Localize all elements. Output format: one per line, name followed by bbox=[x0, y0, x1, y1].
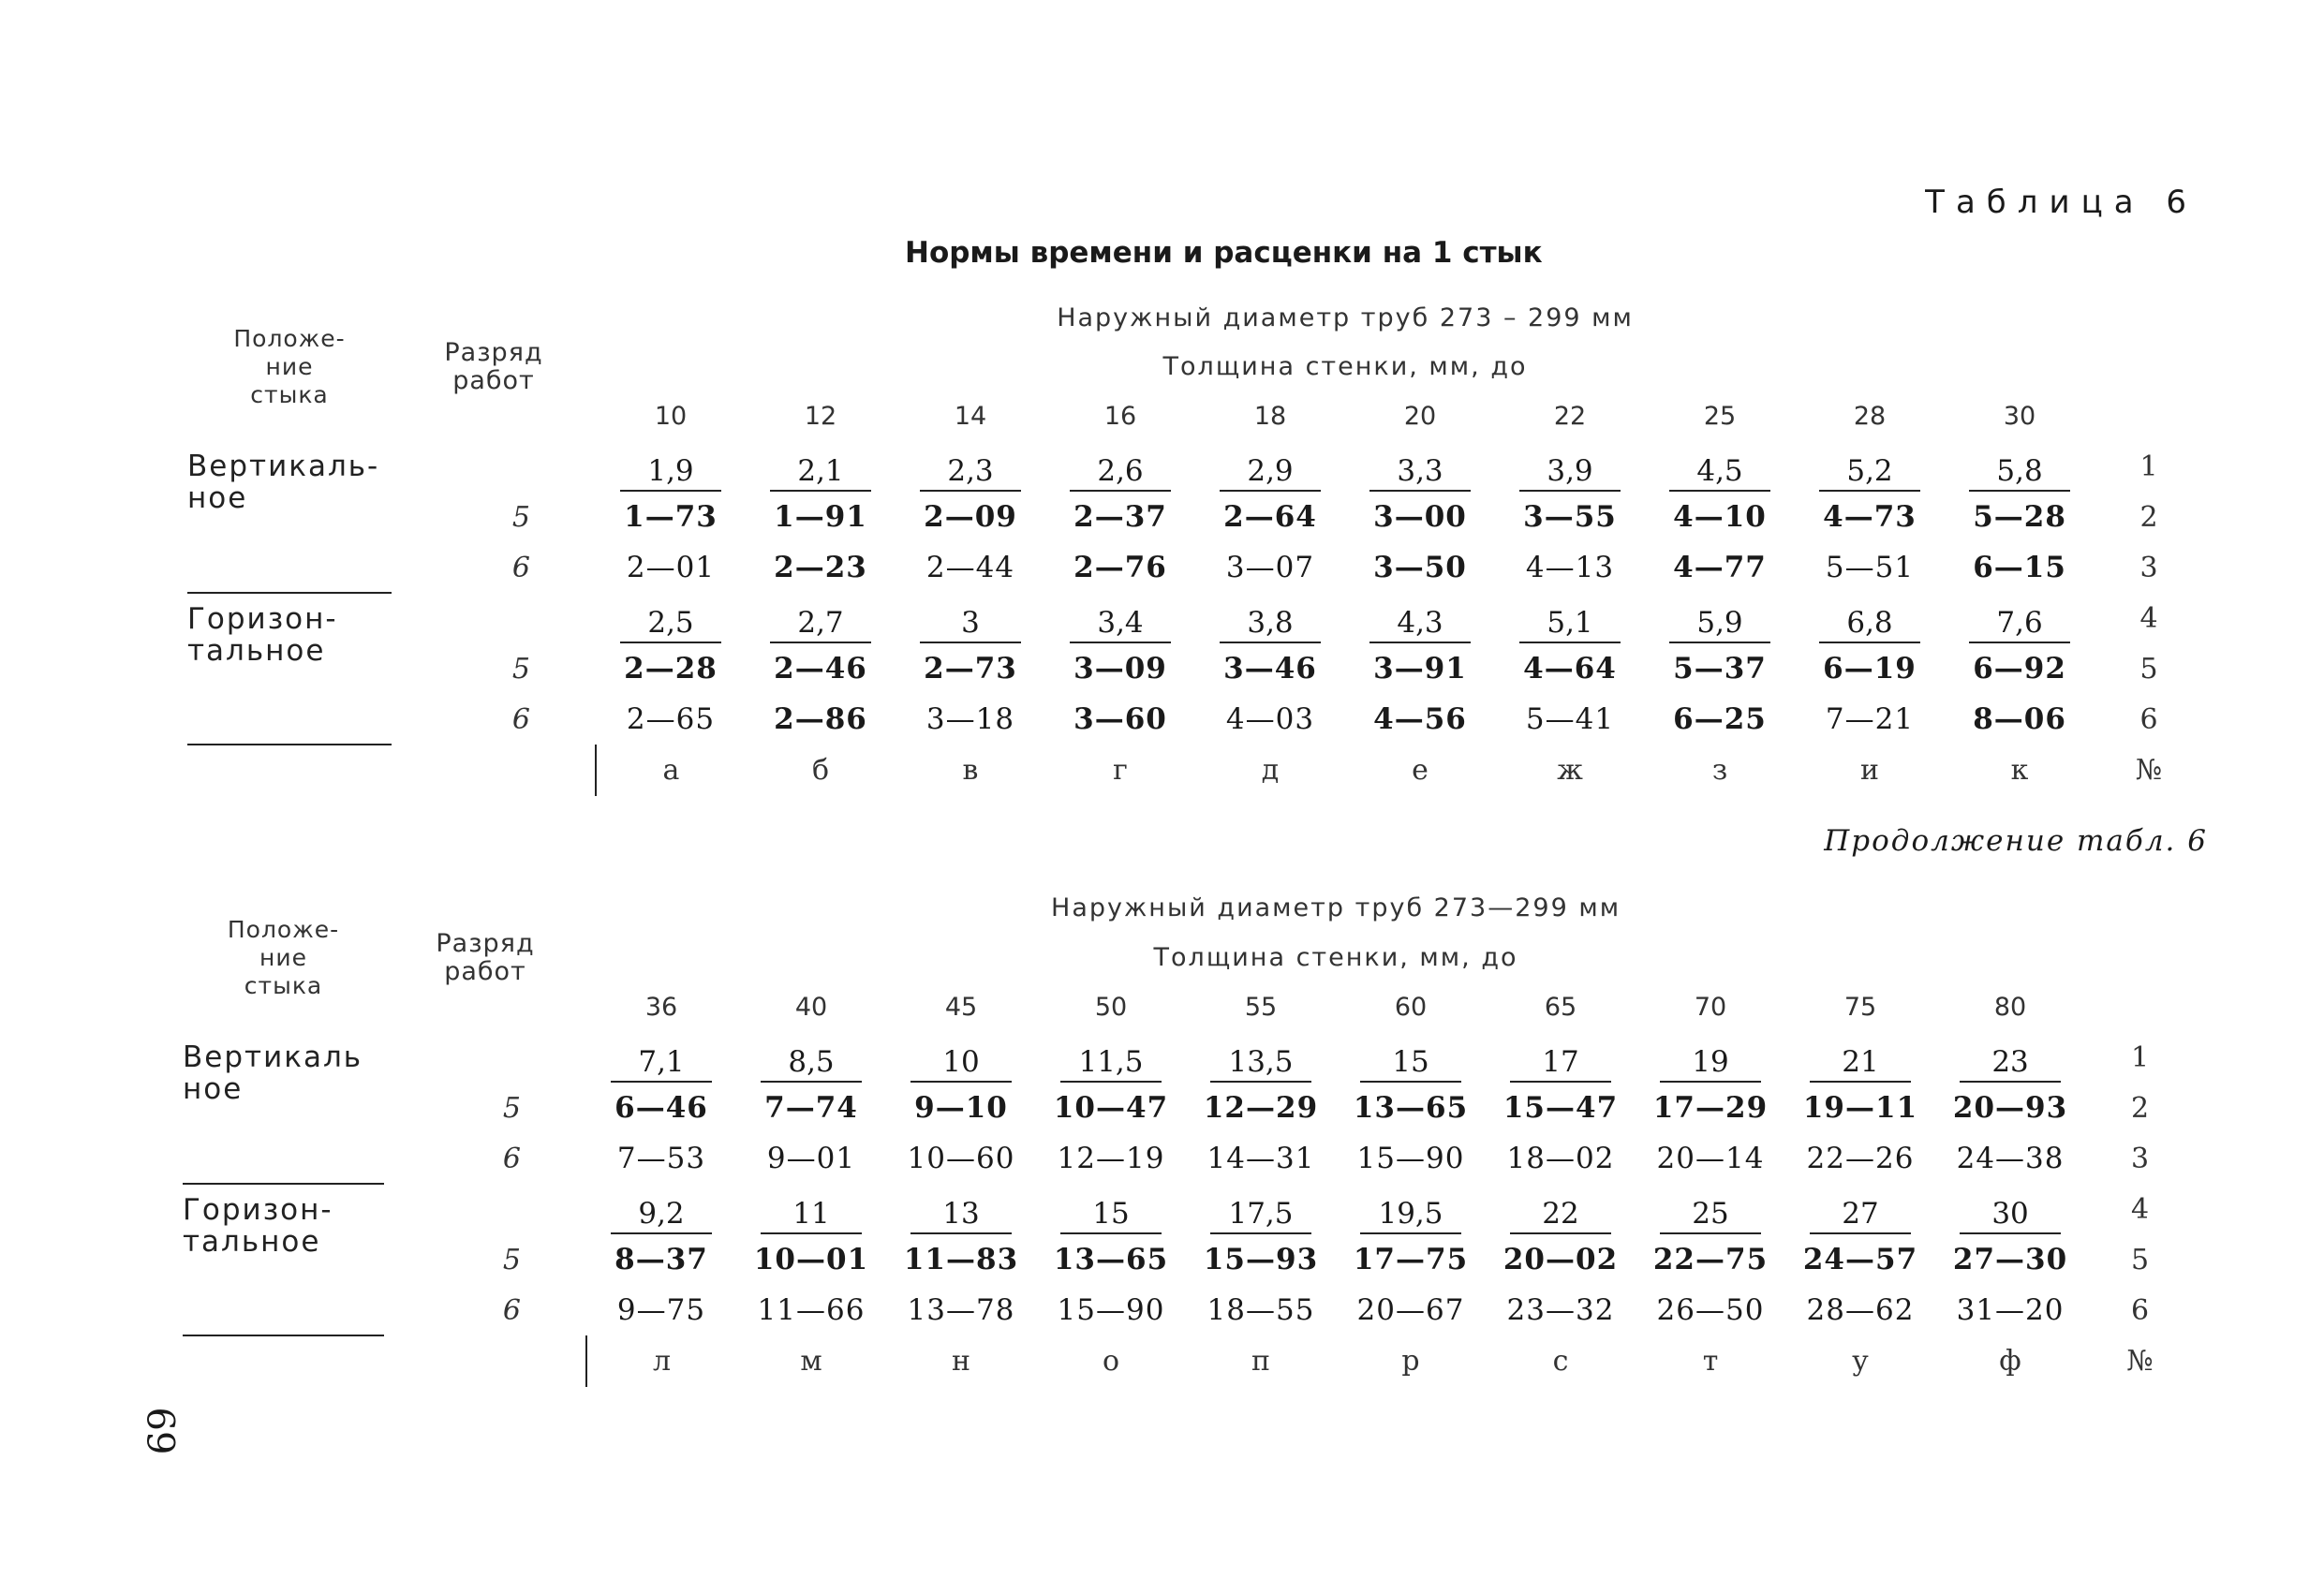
time-norm-value: 3,4 bbox=[1070, 606, 1171, 643]
rate-cell: 8—37 bbox=[614, 1243, 708, 1276]
time-norm-value: 2,1 bbox=[770, 454, 871, 492]
time-norm-cell bbox=[1186, 1032, 1336, 1083]
rate-cell: 5—41 bbox=[1525, 702, 1615, 736]
table-row bbox=[187, 694, 2203, 745]
table-row bbox=[183, 1234, 2195, 1285]
rate-cell: 19—11 bbox=[1802, 1091, 1918, 1125]
time-norm-value: 19,5 bbox=[1360, 1197, 1461, 1234]
header-grade: Разряд работ bbox=[444, 338, 543, 395]
rate-cell: 13—65 bbox=[1353, 1091, 1469, 1125]
thickness-column: 36 bbox=[644, 993, 678, 1022]
time-norm-cell bbox=[1036, 1032, 1186, 1083]
time-norm-cell bbox=[746, 441, 896, 492]
table-title-text: Нормы времени и расценки на 1 стык bbox=[905, 236, 1543, 270]
rate-cell: 18—02 bbox=[1506, 1142, 1615, 1175]
time-norm-value: 5,2 bbox=[1819, 454, 1920, 492]
time-norm-cell bbox=[596, 441, 746, 492]
rate-cell: 2—28 bbox=[624, 652, 718, 686]
time-norm-value: 4,3 bbox=[1369, 606, 1471, 643]
rate-cell: 10—47 bbox=[1053, 1091, 1169, 1125]
time-norm-cell bbox=[1345, 441, 1495, 492]
table-row bbox=[187, 542, 2203, 593]
time-norm-value: 3,9 bbox=[1519, 454, 1621, 492]
time-norm-cell bbox=[1935, 1032, 2085, 1083]
letters-blank bbox=[187, 745, 596, 796]
header-grade: Разряд работ bbox=[436, 928, 535, 986]
rate-cell: 2—73 bbox=[924, 652, 1017, 686]
rate-cell: 4—03 bbox=[1225, 702, 1315, 736]
time-norm-value: 3 bbox=[920, 606, 1021, 643]
thickness-column: 22 bbox=[1553, 402, 1587, 431]
grade-cell: 6 bbox=[502, 1142, 521, 1175]
column-letter: с bbox=[1552, 1345, 1569, 1378]
rate-cell: 3—50 bbox=[1373, 551, 1467, 584]
row-number: 1 bbox=[2131, 1040, 2150, 1074]
letters-blank bbox=[183, 1335, 586, 1387]
time-norm-value: 5,9 bbox=[1669, 606, 1770, 643]
table-row bbox=[187, 492, 2203, 542]
column-letter: у bbox=[1852, 1345, 1869, 1378]
time-norm-value: 7,1 bbox=[611, 1045, 712, 1083]
time-norm-value: 23 bbox=[1960, 1045, 2061, 1083]
thickness-column: 12 bbox=[804, 402, 837, 431]
row-number: 5 bbox=[2139, 652, 2158, 686]
time-norm-cell bbox=[1645, 441, 1795, 492]
grade-cell bbox=[392, 593, 596, 643]
grade-cell bbox=[392, 441, 596, 492]
thickness-column: 14 bbox=[954, 402, 987, 431]
column-letter: т bbox=[1702, 1345, 1719, 1378]
norms-table-1 bbox=[187, 293, 2203, 796]
time-norm-value: 1,9 bbox=[620, 454, 721, 492]
time-norm-cell bbox=[1186, 1184, 1336, 1234]
time-norm-value: 27 bbox=[1810, 1197, 1911, 1234]
rate-cell: 4—77 bbox=[1673, 551, 1767, 584]
time-norm-value: 2,3 bbox=[920, 454, 1021, 492]
time-norm-value: 25 bbox=[1660, 1197, 1761, 1234]
time-norm-cell bbox=[896, 593, 1045, 643]
grade-cell: 6 bbox=[502, 1293, 521, 1327]
rate-cell: 2—09 bbox=[924, 500, 1017, 534]
thickness-column: 20 bbox=[1403, 402, 1437, 431]
header-position: Положе- ние стыка bbox=[227, 915, 340, 999]
time-norm-value: 2,6 bbox=[1070, 454, 1171, 492]
page-number: 69 bbox=[138, 1407, 182, 1455]
rate-cell: 4—64 bbox=[1523, 652, 1617, 686]
column-letter: н bbox=[952, 1345, 970, 1378]
grade-cell: 5 bbox=[511, 500, 530, 534]
column-letters-row bbox=[183, 1335, 2195, 1387]
rate-cell: 13—65 bbox=[1053, 1243, 1169, 1276]
column-letters-row bbox=[187, 745, 2203, 796]
grade-cell: 6 bbox=[511, 702, 530, 736]
thickness-column: 60 bbox=[1394, 993, 1428, 1022]
time-norm-value: 9,2 bbox=[611, 1197, 712, 1234]
row-number: 1 bbox=[2139, 450, 2158, 483]
rate-cell: 3—46 bbox=[1223, 652, 1317, 686]
column-letter: г bbox=[1113, 754, 1128, 787]
header-position: Положе- ние стыка bbox=[233, 325, 346, 408]
time-norm-value: 10 bbox=[910, 1045, 1012, 1083]
column-letter: и bbox=[1860, 754, 1879, 787]
rate-cell: 3—60 bbox=[1073, 702, 1167, 736]
rate-cell: 3—09 bbox=[1073, 652, 1167, 686]
header-row bbox=[187, 293, 2203, 342]
time-norm-cell bbox=[1636, 1032, 1785, 1083]
time-norm-value: 13,5 bbox=[1210, 1045, 1311, 1083]
time-norm-cell bbox=[1945, 593, 2095, 643]
rate-cell: 6—46 bbox=[614, 1091, 708, 1125]
header-row bbox=[183, 883, 2195, 933]
time-norm-cell bbox=[1195, 441, 1345, 492]
rate-cell: 7—74 bbox=[764, 1091, 858, 1125]
row-number: 4 bbox=[2131, 1192, 2150, 1226]
rate-cell: 12—19 bbox=[1057, 1142, 1165, 1175]
column-letter: о bbox=[1102, 1345, 1120, 1378]
rate-cell: 6—19 bbox=[1823, 652, 1917, 686]
row-number: 6 bbox=[2139, 702, 2158, 736]
rate-cell: 6—25 bbox=[1673, 702, 1767, 736]
rate-cell: 12—29 bbox=[1203, 1091, 1319, 1125]
time-norm-value: 3,8 bbox=[1220, 606, 1321, 643]
time-norm-value: 7,6 bbox=[1969, 606, 2070, 643]
column-letter: е bbox=[1412, 754, 1428, 787]
time-norm-cell bbox=[1045, 441, 1195, 492]
header-number-blank bbox=[2095, 293, 2203, 441]
row-number: 2 bbox=[2139, 500, 2158, 534]
rate-cell: 22—26 bbox=[1806, 1142, 1915, 1175]
table-row bbox=[187, 643, 2203, 694]
thickness-column: 75 bbox=[1843, 993, 1877, 1022]
rate-cell: 1—91 bbox=[774, 500, 867, 534]
column-letter: ж bbox=[1557, 754, 1583, 787]
rate-cell: 5—51 bbox=[1825, 551, 1915, 584]
thickness-column: 30 bbox=[2003, 402, 2036, 431]
time-norm-cell bbox=[886, 1184, 1036, 1234]
column-letter: л bbox=[586, 1335, 736, 1387]
thickness-column: 50 bbox=[1094, 993, 1128, 1022]
time-norm-cell bbox=[746, 593, 896, 643]
table-row bbox=[187, 441, 2203, 492]
grade-cell bbox=[384, 1184, 586, 1234]
thickness-column: 80 bbox=[1993, 993, 2027, 1022]
time-norm-value: 21 bbox=[1810, 1045, 1911, 1083]
time-norm-cell bbox=[736, 1032, 886, 1083]
time-norm-cell bbox=[1345, 593, 1495, 643]
column-letter: а bbox=[596, 745, 746, 796]
time-norm-value: 19 bbox=[1660, 1045, 1761, 1083]
time-norm-value: 11 bbox=[761, 1197, 862, 1234]
rate-cell: 15—90 bbox=[1057, 1293, 1165, 1327]
time-norm-value: 8,5 bbox=[761, 1045, 862, 1083]
rate-cell: 5—37 bbox=[1673, 652, 1767, 686]
column-letter: к bbox=[2010, 754, 2029, 787]
rate-cell: 10—60 bbox=[907, 1142, 1015, 1175]
rate-cell: 17—29 bbox=[1652, 1091, 1769, 1125]
time-norm-cell bbox=[1935, 1184, 2085, 1234]
thickness-column: 28 bbox=[1853, 402, 1887, 431]
rate-cell: 20—02 bbox=[1502, 1243, 1619, 1276]
rate-cell: 20—93 bbox=[1952, 1091, 2068, 1125]
rate-cell: 8—06 bbox=[1973, 702, 2066, 736]
grade-cell bbox=[384, 1032, 586, 1083]
rate-cell: 7—21 bbox=[1825, 702, 1915, 736]
rate-cell: 2—86 bbox=[774, 702, 867, 736]
row-number: 3 bbox=[2139, 551, 2158, 584]
column-letter: м bbox=[800, 1345, 822, 1378]
rate-cell: 2—64 bbox=[1223, 500, 1317, 534]
header-diameter: Наружный диаметр труб 273—299 мм bbox=[1051, 893, 1621, 922]
rate-cell: 20—14 bbox=[1656, 1142, 1765, 1175]
thickness-column: 18 bbox=[1253, 402, 1287, 431]
time-norm-cell bbox=[586, 1184, 736, 1234]
thickness-column: 25 bbox=[1703, 402, 1737, 431]
time-norm-cell bbox=[1495, 441, 1645, 492]
time-norm-value: 2,7 bbox=[770, 606, 871, 643]
grade-cell: 5 bbox=[502, 1091, 521, 1125]
column-letter: п bbox=[1251, 1345, 1270, 1378]
time-norm-cell bbox=[1795, 441, 1945, 492]
time-norm-cell bbox=[1945, 441, 2095, 492]
rate-cell: 13—78 bbox=[907, 1293, 1015, 1327]
rate-cell: 4—56 bbox=[1373, 702, 1467, 736]
time-norm-cell bbox=[1036, 1184, 1186, 1234]
rate-cell: 5—28 bbox=[1973, 500, 2066, 534]
column-letter: з bbox=[1711, 754, 1728, 787]
continuation-label: Продолжение табл. 6 bbox=[1824, 824, 2208, 858]
time-norm-cell bbox=[586, 1032, 736, 1083]
table-row bbox=[183, 1184, 2195, 1234]
rate-cell: 9—10 bbox=[914, 1091, 1008, 1125]
joint-position: Горизон- тальное bbox=[183, 1184, 384, 1335]
time-norm-value: 4,5 bbox=[1669, 454, 1770, 492]
time-norm-value: 5,8 bbox=[1969, 454, 2070, 492]
rate-cell: 7—53 bbox=[616, 1142, 706, 1175]
row-number: 6 bbox=[2131, 1293, 2150, 1327]
time-norm-cell bbox=[1636, 1184, 1785, 1234]
rate-cell: 3—55 bbox=[1523, 500, 1617, 534]
rate-cell: 2—01 bbox=[626, 551, 716, 584]
rate-cell: 24—57 bbox=[1802, 1243, 1918, 1276]
time-norm-value: 17,5 bbox=[1210, 1197, 1311, 1234]
time-norm-cell bbox=[1336, 1184, 1486, 1234]
time-norm-value: 30 bbox=[1960, 1197, 2061, 1234]
time-norm-value: 6,8 bbox=[1819, 606, 1920, 643]
thickness-column: 70 bbox=[1694, 993, 1727, 1022]
time-norm-value: 15 bbox=[1060, 1197, 1162, 1234]
rate-cell: 14—31 bbox=[1206, 1142, 1315, 1175]
time-norm-cell bbox=[1795, 593, 1945, 643]
time-norm-cell bbox=[736, 1184, 886, 1234]
rate-cell: 31—20 bbox=[1956, 1293, 2065, 1327]
number-sign: № bbox=[2126, 1345, 2154, 1378]
column-letter: в bbox=[962, 754, 979, 787]
time-norm-value: 11,5 bbox=[1060, 1045, 1162, 1083]
rate-cell: 11—83 bbox=[903, 1243, 1019, 1276]
rate-cell: 4—13 bbox=[1525, 551, 1615, 584]
rate-cell: 1—73 bbox=[624, 500, 718, 534]
rate-cell: 20—67 bbox=[1356, 1293, 1465, 1327]
thickness-column: 40 bbox=[794, 993, 828, 1022]
rate-cell: 10—01 bbox=[753, 1243, 869, 1276]
rate-cell: 2—65 bbox=[626, 702, 716, 736]
joint-position: Горизон- тальное bbox=[187, 593, 392, 745]
rate-cell: 22—75 bbox=[1652, 1243, 1769, 1276]
header-number-blank bbox=[2085, 883, 2195, 1032]
row-number: 3 bbox=[2131, 1142, 2150, 1175]
rate-cell: 11—66 bbox=[757, 1293, 866, 1327]
rate-cell: 4—10 bbox=[1673, 500, 1767, 534]
table-row bbox=[183, 1285, 2195, 1335]
time-norm-value: 15 bbox=[1360, 1045, 1461, 1083]
number-sign: № bbox=[2135, 754, 2163, 787]
header-diameter: Наружный диаметр труб 273 – 299 мм bbox=[1057, 302, 1634, 332]
table-row bbox=[183, 1133, 2195, 1184]
header-thickness: Толщина стенки, мм, до bbox=[1153, 943, 1518, 972]
grade-cell: 5 bbox=[502, 1243, 521, 1276]
thickness-column: 55 bbox=[1244, 993, 1278, 1022]
rate-cell: 6—92 bbox=[1973, 652, 2066, 686]
rate-cell: 2—37 bbox=[1073, 500, 1167, 534]
time-norm-value: 2,5 bbox=[620, 606, 721, 643]
thickness-column: 65 bbox=[1544, 993, 1577, 1022]
rate-cell: 3—07 bbox=[1225, 551, 1315, 584]
time-norm-value: 17 bbox=[1510, 1045, 1611, 1083]
table-row bbox=[183, 1032, 2195, 1083]
column-letter: д bbox=[1261, 754, 1280, 787]
joint-position: Вертикаль- ное bbox=[187, 441, 392, 593]
time-norm-value: 13 bbox=[910, 1197, 1012, 1234]
rate-cell: 28—62 bbox=[1806, 1293, 1915, 1327]
time-norm-value: 22 bbox=[1510, 1197, 1611, 1234]
time-norm-cell bbox=[886, 1032, 1036, 1083]
thickness-column: 45 bbox=[944, 993, 978, 1022]
thickness-column: 16 bbox=[1103, 402, 1137, 431]
column-letter: б bbox=[811, 754, 830, 787]
joint-position: Вертикаль ное bbox=[183, 1032, 384, 1184]
header-thickness: Толщина стенки, мм, до bbox=[1162, 352, 1528, 381]
time-norm-value: 2,9 bbox=[1220, 454, 1321, 492]
row-number: 4 bbox=[2139, 601, 2158, 635]
column-letter: р bbox=[1401, 1345, 1420, 1378]
column-letter: ф bbox=[1999, 1345, 2021, 1378]
rate-cell: 6—15 bbox=[1973, 551, 2066, 584]
time-norm-cell bbox=[1785, 1184, 1935, 1234]
rate-cell: 26—50 bbox=[1656, 1293, 1765, 1327]
thickness-column: 10 bbox=[654, 402, 688, 431]
time-norm-cell bbox=[1486, 1184, 1636, 1234]
time-norm-cell bbox=[896, 441, 1045, 492]
rate-cell: 15—90 bbox=[1356, 1142, 1465, 1175]
rate-cell: 24—38 bbox=[1956, 1142, 2065, 1175]
grade-cell: 6 bbox=[511, 551, 530, 584]
rate-cell: 18—55 bbox=[1206, 1293, 1315, 1327]
time-norm-value: 3,3 bbox=[1369, 454, 1471, 492]
time-norm-cell bbox=[1645, 593, 1795, 643]
rate-cell: 3—91 bbox=[1373, 652, 1467, 686]
rate-cell: 3—00 bbox=[1373, 500, 1467, 534]
time-norm-cell bbox=[596, 593, 746, 643]
time-norm-cell bbox=[1495, 593, 1645, 643]
time-norm-cell bbox=[1486, 1032, 1636, 1083]
table-row bbox=[187, 593, 2203, 643]
rate-cell: 17—75 bbox=[1353, 1243, 1469, 1276]
rate-cell: 15—47 bbox=[1502, 1091, 1619, 1125]
rate-cell: 2—44 bbox=[925, 551, 1015, 584]
time-norm-cell bbox=[1785, 1032, 1935, 1083]
rate-cell: 2—23 bbox=[774, 551, 867, 584]
norms-table-2 bbox=[183, 883, 2195, 1387]
rate-cell: 2—76 bbox=[1073, 551, 1167, 584]
rate-cell: 27—30 bbox=[1952, 1243, 2068, 1276]
table-row bbox=[183, 1083, 2195, 1133]
row-number: 5 bbox=[2131, 1243, 2150, 1276]
time-norm-cell bbox=[1195, 593, 1345, 643]
rate-cell: 23—32 bbox=[1506, 1293, 1615, 1327]
row-number: 2 bbox=[2131, 1091, 2150, 1125]
rate-cell: 15—93 bbox=[1203, 1243, 1319, 1276]
rate-cell: 4—73 bbox=[1823, 500, 1917, 534]
time-norm-cell bbox=[1045, 593, 1195, 643]
rate-cell: 9—75 bbox=[616, 1293, 706, 1327]
table-label: Таблица 6 bbox=[1925, 184, 2198, 221]
rate-cell: 3—18 bbox=[925, 702, 1015, 736]
rate-cell: 2—46 bbox=[774, 652, 867, 686]
time-norm-value: 5,1 bbox=[1519, 606, 1621, 643]
time-norm-cell bbox=[1336, 1032, 1486, 1083]
grade-cell: 5 bbox=[511, 652, 530, 686]
rate-cell: 9—01 bbox=[766, 1142, 856, 1175]
